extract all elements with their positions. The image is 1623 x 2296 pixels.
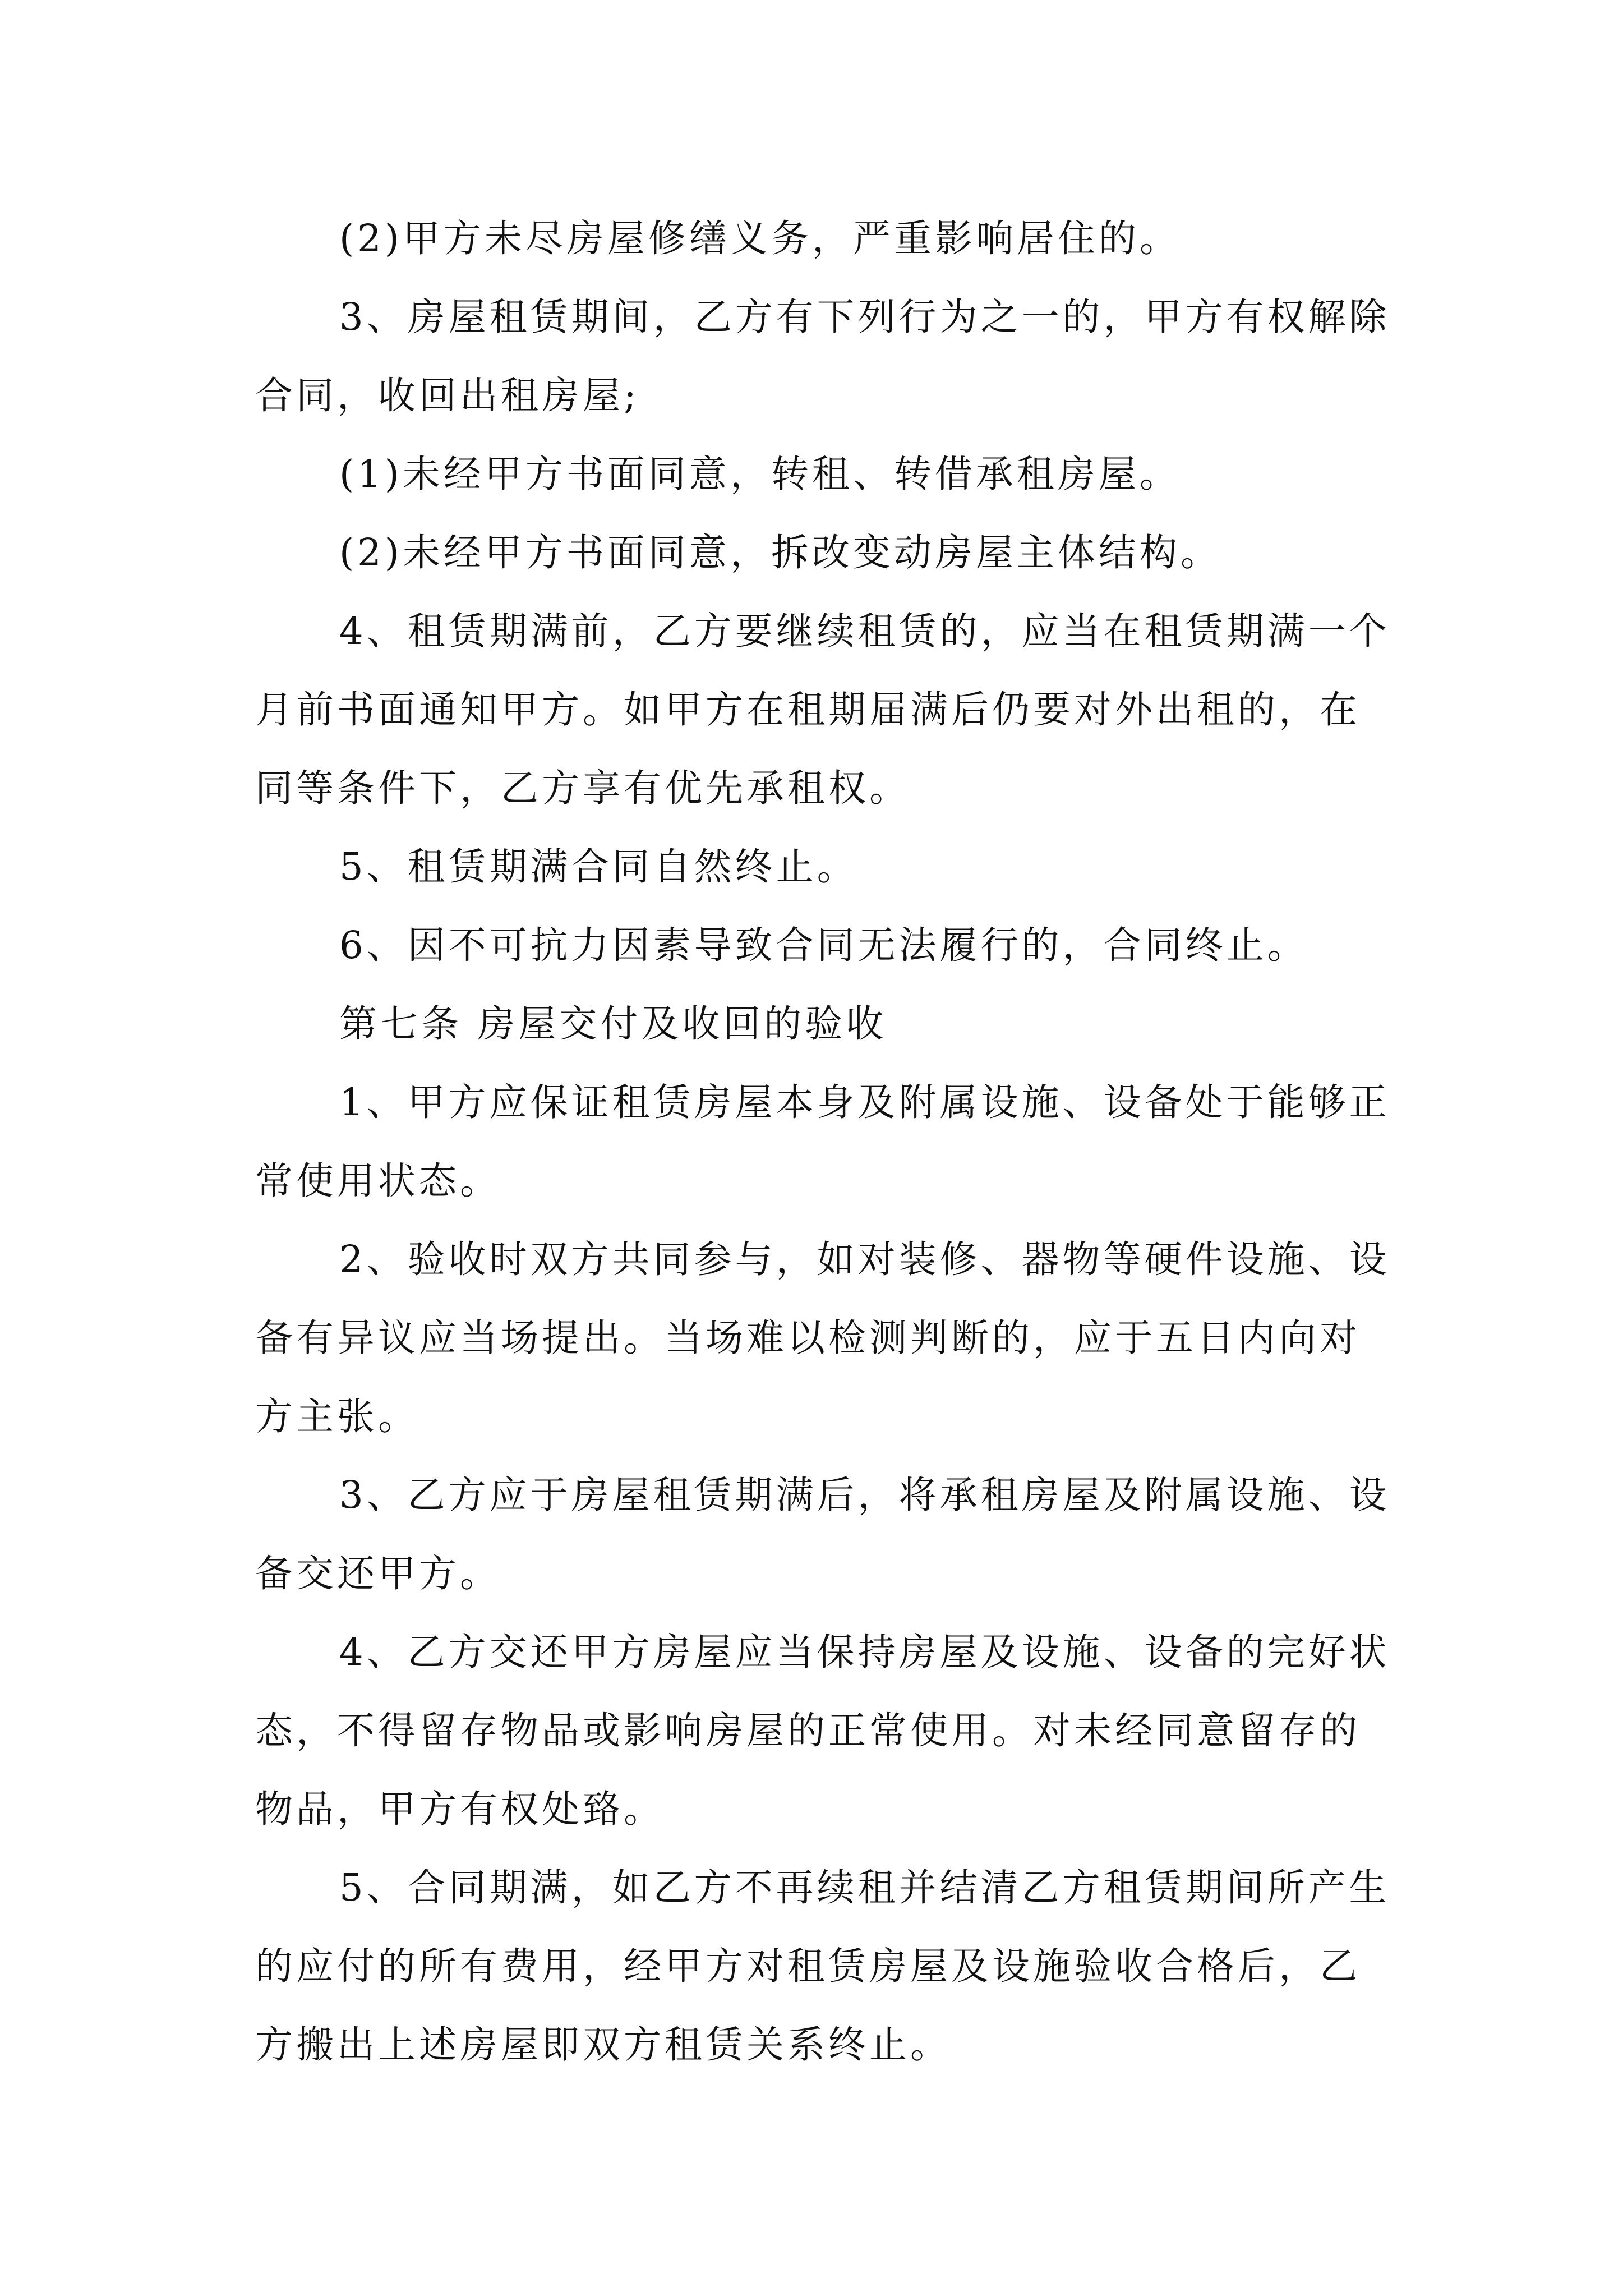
paragraph: 3、乙方应于房屋租赁期满后，将承租房屋及附属设施、设备交还甲方。 — [255, 1473, 1390, 1595]
paragraph: 1、甲方应保证租赁房屋本身及附属设施、设备处于能够正常使用状态。 — [255, 1080, 1390, 1203]
document-body — [255, 199, 1399, 2084]
paragraph: (1)未经甲方书面同意，转租、转借承租房屋。 — [339, 452, 1181, 496]
paragraph: 2、验收时双方共同参与，如对装修、器物等硬件设施、设备有异议应当场提出。当场难以检测判断的，应于五日内向对方主张。 — [255, 1237, 1390, 1438]
paragraph: 6、因不可抗力因素导致合同无法履行的，合同终止。 — [339, 923, 1308, 967]
paragraph: 4、租赁期满前，乙方要继续租赁的，应当在租赁期满一个月前书面通知甲方。如甲方在租期届满后仍要对外出租的，在同等条件下，乙方享有优先承租权。 — [255, 609, 1390, 810]
paragraph: 3、房屋租赁期间，乙方有下列行为之一的，甲方有权解除合同，收回出租房屋; — [255, 295, 1390, 417]
paragraph: (2)未经甲方书面同意，拆改变动房屋主体结构。 — [339, 531, 1221, 574]
paragraph: 5、合同期满，如乙方不再续租并结清乙方租赁期间所产生的应付的所有费用，经甲方对租赁房屋及设施验收合格后，乙方搬出上述房屋即双方租赁关系终止。 — [255, 1866, 1390, 2067]
section-heading: 第七条 房屋交付及收回的验收 — [339, 1002, 887, 1046]
paragraph: 5、租赁期满合同自然终止。 — [339, 845, 858, 889]
paragraph: 4、乙方交还甲方房屋应当保持房屋及设施、设备的完好状态，不得留存物品或影响房屋的正常使用。对未经同意留存的物品，甲方有权处臵。 — [255, 1630, 1390, 1831]
paragraph: (2)甲方未尽房屋修缮义务，严重影响居住的。 — [339, 217, 1181, 260]
